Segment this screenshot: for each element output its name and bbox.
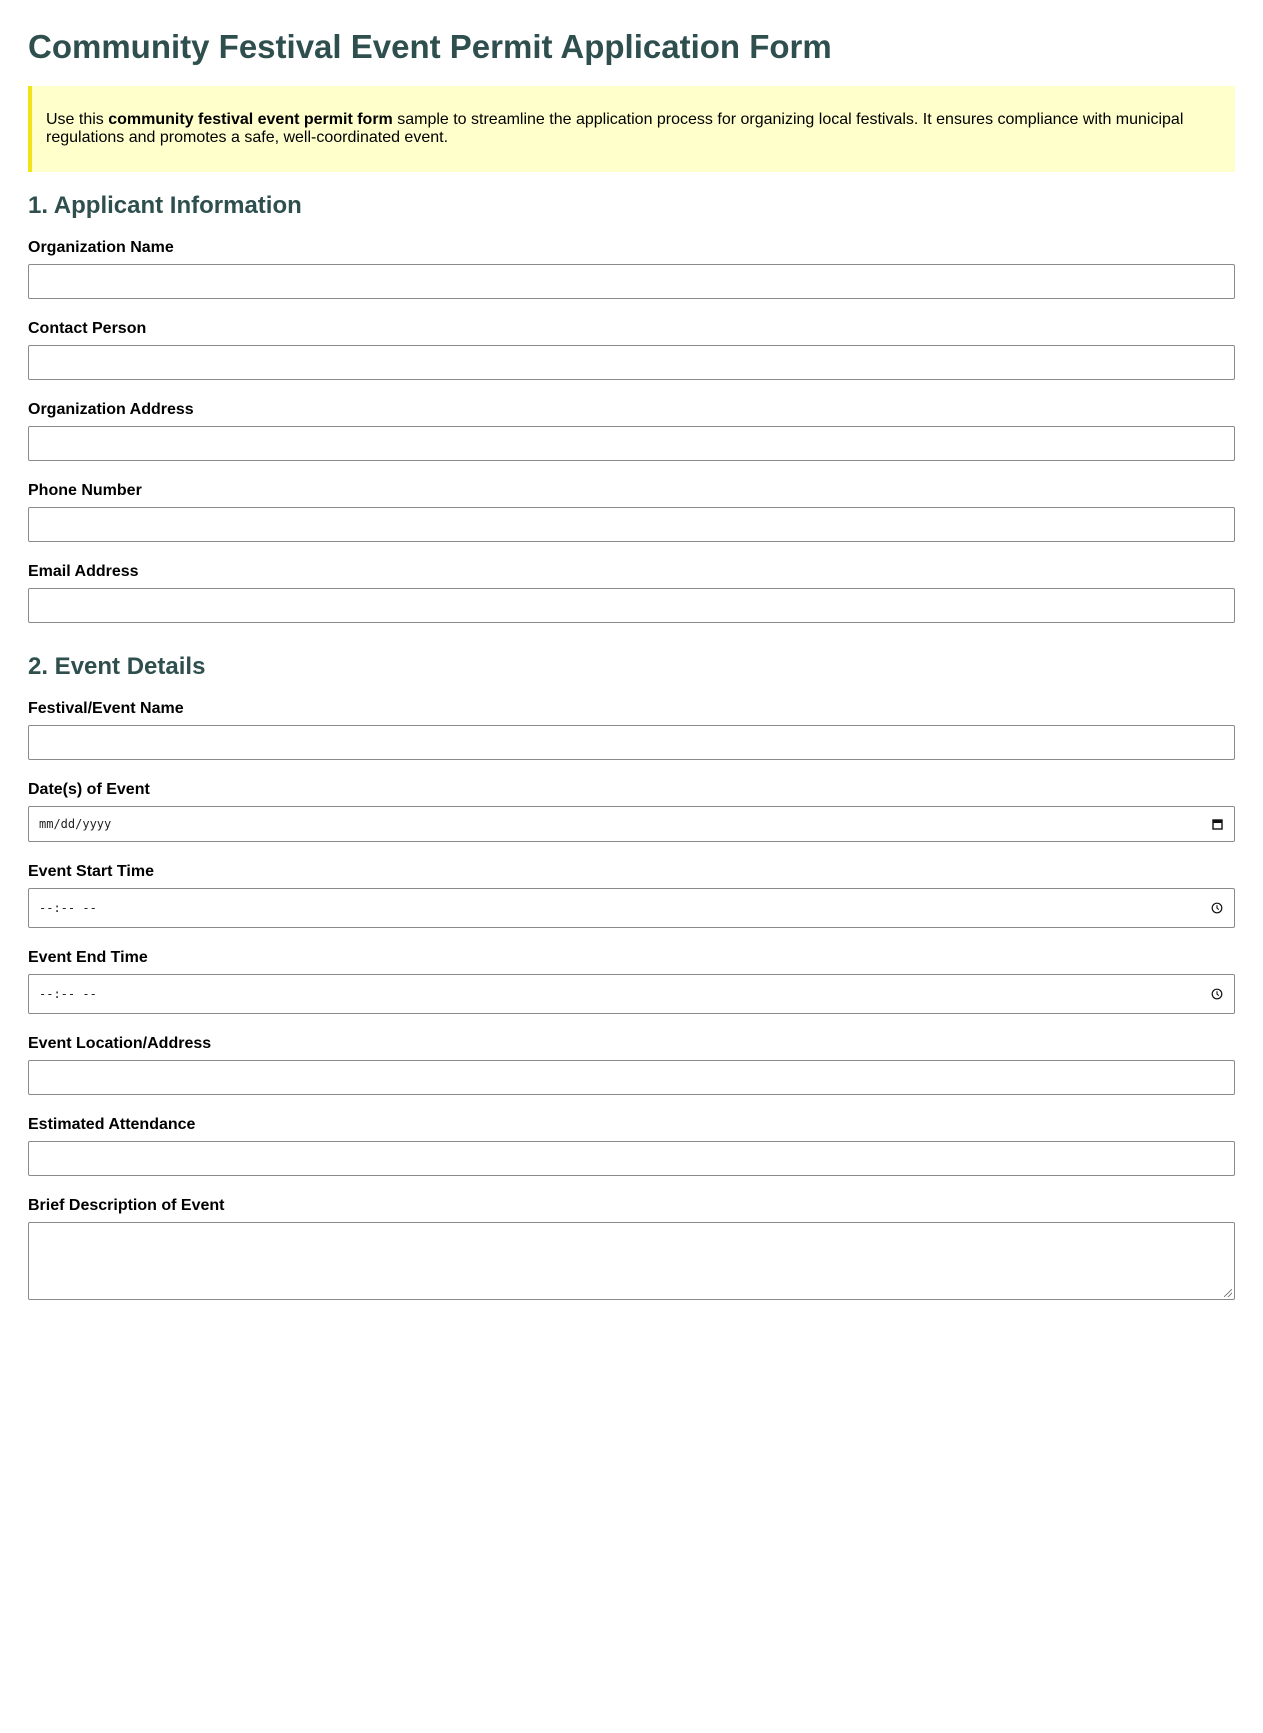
note-suffix: sample to streamline the application process for organizing local festivals. It ensures compliance with municipal regulations and promotes a safe, well-coordinated event. <box>46 111 1184 146</box>
field-label: Festival/Event Name <box>28 700 184 717</box>
organization-address-input[interactable] <box>28 426 1235 461</box>
time-placeholder: --:-- -- <box>39 987 97 1001</box>
field-organization-name <box>28 238 1235 299</box>
field-phone-number <box>28 481 1235 542</box>
event-name-input[interactable] <box>28 725 1235 760</box>
field-label: Estimated Attendance <box>28 1116 196 1133</box>
field-label: Event End Time <box>28 949 148 966</box>
field-label: Contact Person <box>28 320 147 337</box>
event-date-input[interactable] <box>28 806 1235 842</box>
page-title: Community Festival Event Permit Application Form <box>28 28 832 65</box>
section-heading-event: 2. Event Details <box>28 653 206 680</box>
field-organization-address <box>28 400 1235 461</box>
field-event-start-time <box>28 862 1235 928</box>
contact-person-input[interactable] <box>28 345 1235 380</box>
note-bold: community festival event permit form <box>108 111 393 128</box>
field-label: Email Address <box>28 563 139 580</box>
field-label: Event Start Time <box>28 863 154 880</box>
field-label: Phone Number <box>28 482 142 499</box>
date-placeholder: mm/dd/yyyy <box>39 817 112 831</box>
section-heading-applicant: 1. Applicant Information <box>28 192 302 219</box>
field-event-date <box>28 780 1235 842</box>
field-label: Event Location/Address <box>28 1035 212 1052</box>
calendar-icon[interactable] <box>1210 817 1224 831</box>
resize-handle-icon[interactable] <box>1224 1289 1232 1297</box>
field-estimated-attendance <box>28 1115 1235 1176</box>
time-placeholder: --:-- -- <box>39 901 97 915</box>
email-address-input[interactable] <box>28 588 1235 623</box>
field-event-end-time <box>28 948 1235 1014</box>
field-contact-person <box>28 319 1235 380</box>
field-label: Organization Address <box>28 401 194 418</box>
phone-number-input[interactable] <box>28 507 1235 542</box>
field-label: Brief Description of Event <box>28 1197 225 1214</box>
event-location-input[interactable] <box>28 1060 1235 1095</box>
field-label: Date(s) of Event <box>28 781 150 798</box>
field-event-description <box>28 1196 1235 1300</box>
estimated-attendance-input[interactable] <box>28 1141 1235 1176</box>
clock-icon[interactable] <box>1210 901 1224 915</box>
event-start-time-input[interactable] <box>28 888 1235 928</box>
event-description-textarea[interactable] <box>28 1222 1235 1300</box>
field-label: Organization Name <box>28 239 174 256</box>
field-email-address <box>28 562 1235 623</box>
clock-icon[interactable] <box>1210 987 1224 1001</box>
intro-note <box>28 86 1235 172</box>
note-prefix: Use this <box>46 111 109 128</box>
field-event-name <box>28 699 1235 760</box>
field-event-location <box>28 1034 1235 1095</box>
event-end-time-input[interactable] <box>28 974 1235 1014</box>
organization-name-input[interactable] <box>28 264 1235 299</box>
